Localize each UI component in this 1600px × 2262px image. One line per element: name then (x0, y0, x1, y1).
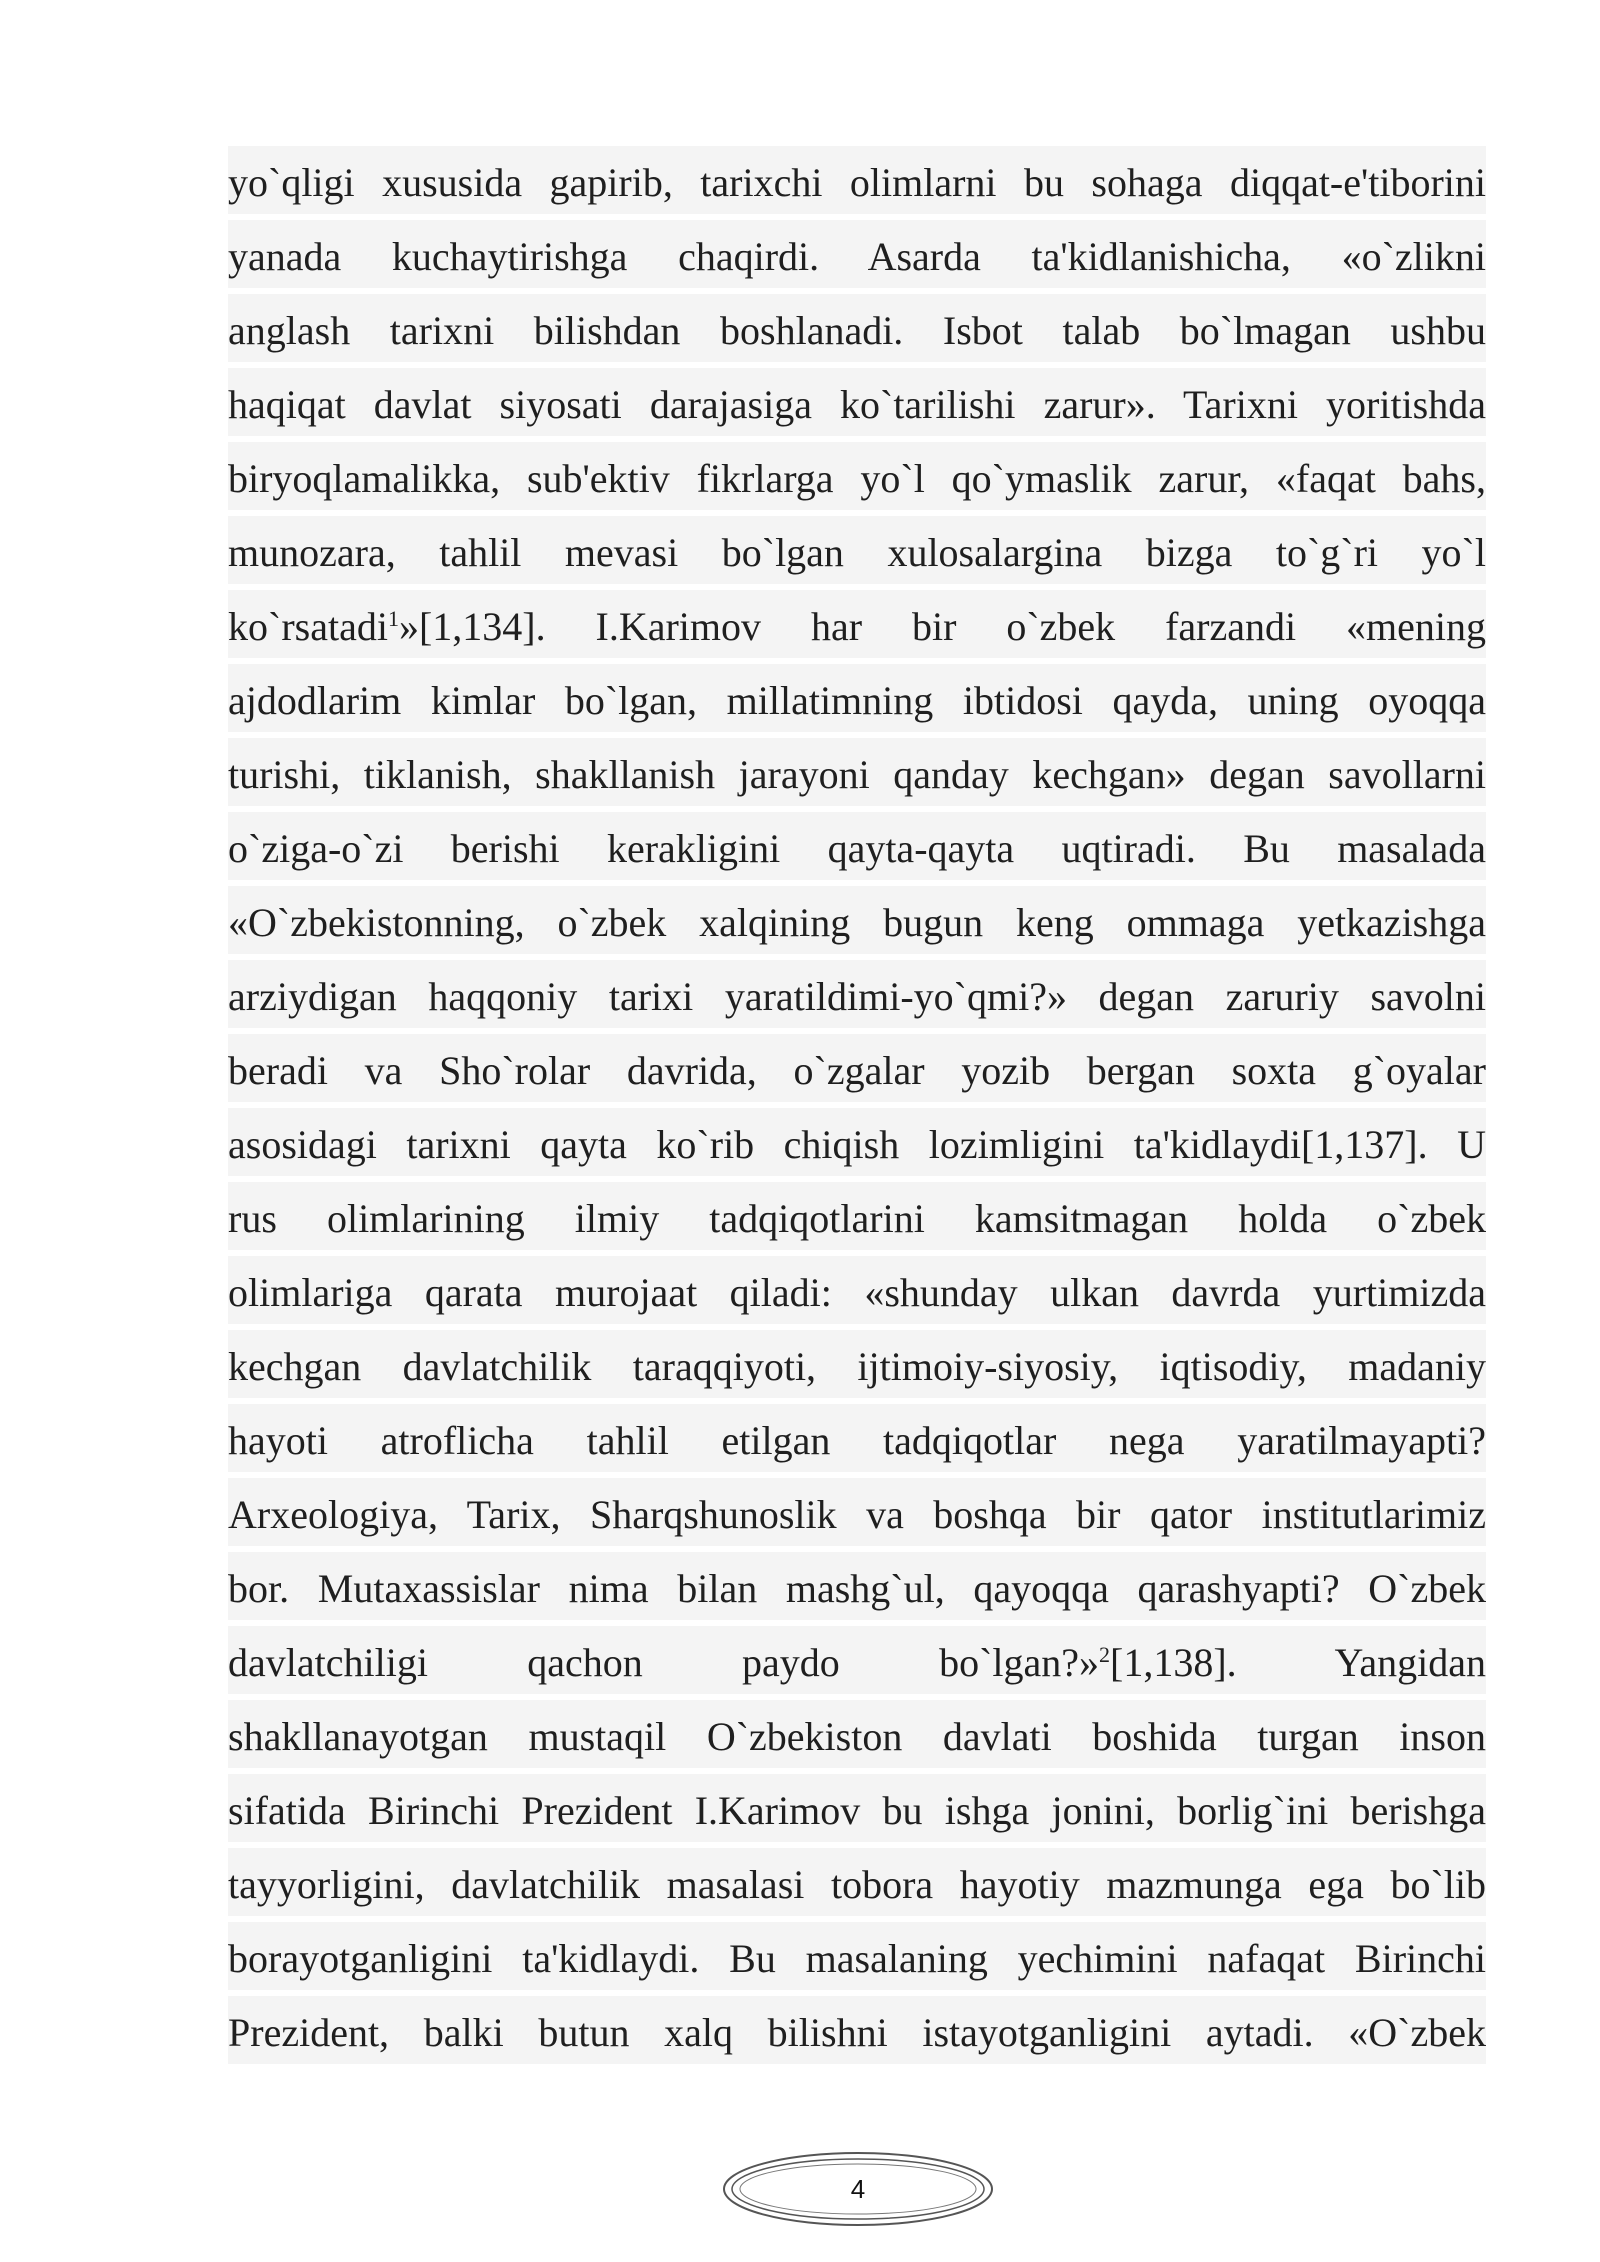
text-line: hayoti atroflicha tahlil etilgan tadqiqotlar nega yaratilmayapti? (228, 1398, 1486, 1472)
text-line: «O`zbekistonning, o`zbek xalqining bugun keng ommaga yetkazishga (228, 880, 1486, 954)
text-segment: »[1,134]. I.Karimov har bir o`zbek farzandi «mening (398, 604, 1486, 649)
text-line-with-footnote (228, 584, 1486, 658)
text-line: yanada kuchaytirishga chaqirdi. Asarda ta'kidlanishicha, «o`zlikni (228, 214, 1486, 288)
text-line: anglash tarixni bilishdan boshlanadi. Isbot talab bo`lmagan ushbu (228, 288, 1486, 362)
text-line: arziydigan haqqoniy tarixi yaratildimi-yo`qmi?» degan zaruriy savolni (228, 954, 1486, 1028)
text-line: sifatida Birinchi Prezident I.Karimov bu ishga jonini, borlig`ini berishga (228, 1768, 1486, 1842)
text-line: rus olimlarining ilmiy tadqiqotlarini kamsitmagan holda o`zbek (228, 1176, 1486, 1250)
footnote-reference[interactable]: 1 (387, 606, 399, 631)
text-line-with-footnote (228, 1620, 1486, 1694)
text-line: tayyorligini, davlatchilik masalasi tobora hayotiy mazmunga ega bo`lib (228, 1842, 1486, 1916)
text-line: kechgan davlatchilik taraqqiyoti, ijtimoiy-siyosiy, iqtisodiy, madaniy (228, 1324, 1486, 1398)
text-line: turishi, tiklanish, shakllanish jarayoni qanday kechgan» degan savollarni (228, 732, 1486, 806)
text-line: beradi va Sho`rolar davrida, o`zgalar yozib bergan soxta g`oyalar (228, 1028, 1486, 1102)
body-text (228, 140, 1486, 2064)
text-line: borayotganligini ta'kidlaydi. Bu masalaning yechimini nafaqat Birinchi (228, 1916, 1486, 1990)
text-line: Prezident, balki butun xalq bilishni istayotganligini aytadi. «O`zbek (228, 1990, 1486, 2064)
text-line: yo`qligi xususida gapirib, tarixchi olimlarni bu sohaga diqqat-e'tiborini (228, 140, 1486, 214)
text-segment: davlatchiligi qachon paydo bo`lgan?» (228, 1640, 1100, 1685)
text-line: munozara, tahlil mevasi bo`lgan xulosalargina bizga to`g`ri yo`l (228, 510, 1486, 584)
text-line: bor. Mutaxassislar nima bilan mashg`ul, qayoqqa qarashyapti? O`zbek (228, 1546, 1486, 1620)
text-line: Arxeologiya, Tarix, Sharqshunoslik va boshqa bir qator institutlarimiz (228, 1472, 1486, 1546)
footnote-reference[interactable]: 2 (1099, 1642, 1111, 1667)
page-number-ornament (720, 2148, 996, 2230)
text-line: haqiqat davlat siyosati darajasiga ko`tarilishi zarur». Tarixni yoritishda (228, 362, 1486, 436)
text-segment: [1,138]. Yangidan (1110, 1640, 1486, 1685)
text-line: olimlariga qarata murojaat qiladi: «shunday ulkan davrda yurtimizda (228, 1250, 1486, 1324)
text-line: shakllanayotgan mustaqil O`zbekiston davlati boshida turgan inson (228, 1694, 1486, 1768)
text-line: biryoqlamalikka, sub'ektiv fikrlarga yo`l qo`ymaslik zarur, «faqat bahs, (228, 436, 1486, 510)
page-number: 4 (850, 2174, 866, 2204)
text-segment: ko`rsatadi (228, 604, 388, 649)
text-line: asosidagi tarixni qayta ko`rib chiqish lozimligini ta'kidlaydi[1,137]. U (228, 1102, 1486, 1176)
text-line: o`ziga-o`zi berishi kerakligini qayta-qayta uqtiradi. Bu masalada (228, 806, 1486, 880)
text-line: ajdodlarim kimlar bo`lgan, millatimning ibtidosi qayda, uning oyoqqa (228, 658, 1486, 732)
